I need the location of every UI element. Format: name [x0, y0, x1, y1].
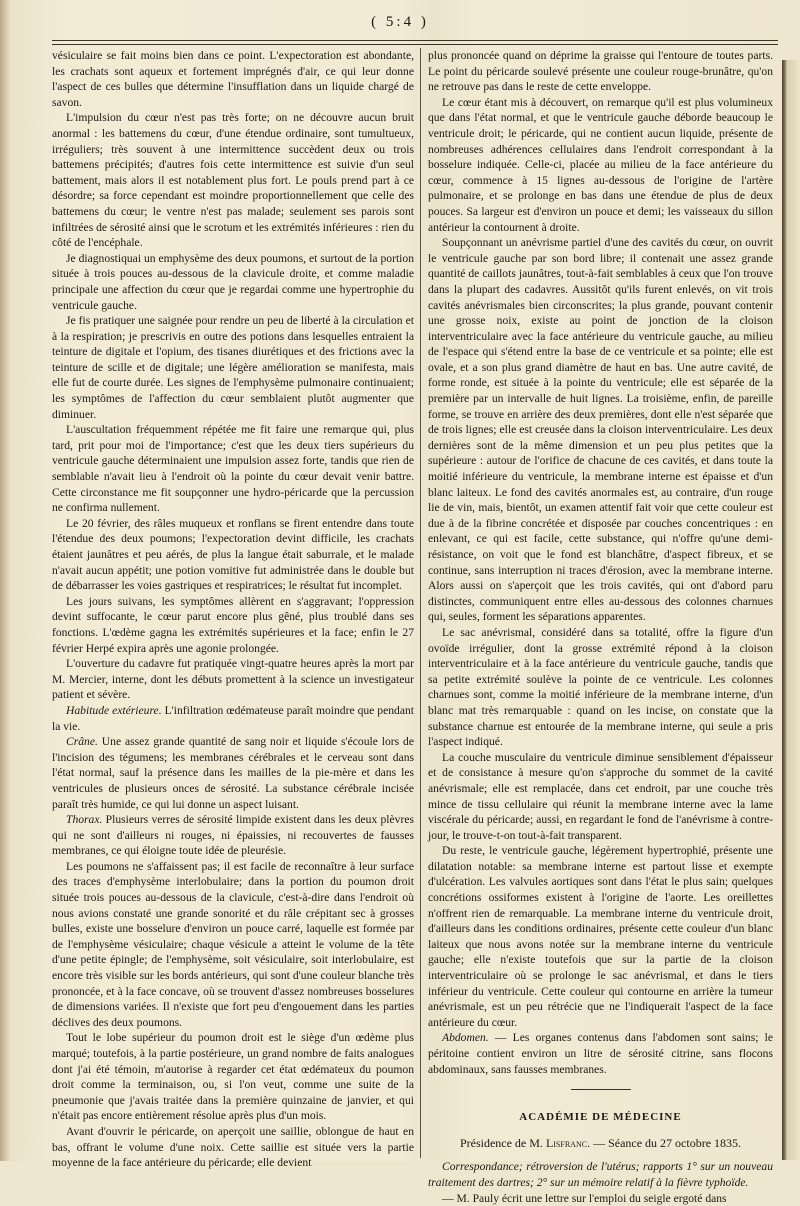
paragraph: Soupçonnant un anévrisme partiel d'une des cavités du cœur, on ouvrit le ventricule gauche par son bord libre; il contenait une assez grande quantité de caillots jaunâtres, tout-à-fait semblables à ceux que l'on trouve dans la plupart des cadavres. Aussitôt qu'ils furent enlevés, on vit trois cavités anévrismales bien circonscrites; la plus grande, pouvant contenir une grosse noix, existe au point de jonction de la cloison interventriculaire avec la face antérieure du ventricule gauche, au milieu de l'espace qui s'étend entre la base de ce ventricule et sa pointe; elle est ovale, et a son plus grand diamètre de haut en bas. Une autre cavité, de forme ronde, est située à la pointe du ventricule; elle est séparée de la première par un intervalle de huit lignes. La troisième, enfin, de pareille forme, se trouve en arrière des deux premières, dont elle n'est séparée que de trois lignes; elle est creusée dans la cloison interventriculaire. Les deux dernières sont de la même dimension et un peu plus petites que la supérieure : autour de l'orifice de chacune de ces cavités, et dans toute la moitié inférieure du ventricule, la membrane interne est épaisse et d'un blanc laiteux. Le fond des cavités anormales est, au contraire, d'un rouge lie de vin, mais, bientôt, un examen attentif fait voir que cette couleur est due à de la fibrine concrétée et disposée par couches concentriques : en enlevant, ce qui est facile, cette substance, qui n'offre qu'une demi-résistance, on voit que le fond est blanchâtre, d'aspect fibreux, et se continue, sans interruption ni traces d'érosion, avec la membrane interne. Alors aussi on s'aperçoit que les trois cavités, qui ont d'abord paru distinctes, communiquent entre elles au-dessous des colonnes charnues qui, seules, forment les séparations apparentes. [428, 236, 773, 624]
column-divider [420, 48, 421, 1158]
paragraph: Le 20 février, des râles muqueux et ronflans se firent entendre dans toute l'étendue des deux poumons; l'expectoration devint difficile, les crachats étaient jaunâtres et peu aérés, de plus la langue était saburrale, et le malade n'avait aucun appétit; une potion vomitive fut administrée dans le double but de débarrasser les voies gastriques et respiratrices; le résultat fut incomplet. [52, 516, 414, 593]
paragraph: plus prononcée quand on déprime la graisse qui l'entoure de toutes parts. Le point du péricarde soulevé présente une couleur rouge-brunâtre, qu'on ne retrouve pas dans le reste de cette enveloppe. [428, 49, 773, 94]
section-text: Une assez grande quantité de sang noir et liquide s'écoule lors de l'incision des tégumens; les membranes cérébrales et le cerveau sont dans l'état normal, sauf la présence dans les mailles de la pie-mère et dans les ventricules de plusieurs onces de sérosité. La substance cérébrale incisée paraît très humide, ce qui lui donne un aspect luisant. [52, 735, 414, 811]
section-paragraph [428, 1030, 773, 1077]
paragraph: Les poumons ne s'affaissent pas; il est facile de reconnaître à leur surface des traces d'emphysème interlobulaire; dans la portion du poumon droit située trois pouces au-dessous de la clavicule, c'est-à-dire dans l'endroit où nous avions constaté une grande sonorité et du râle crépitant sec à grosses bulles, existe une bosselure d'environ un pouce carré, laquelle est formée par de l'emphysème vésiculaire; chaque vésicule a atteint le volume de la tête d'une petite épingle; de l'emphysème, soit vésiculaire, soit interlobulaire, est encore très visible sur les bords antérieurs, qui sont d'une couleur blanche très prononcée, et à la face concave, où se trouvent d'assez nombreuses bosselures de dimensions variées. Il n'existe que fort peu d'engouement dans les parties déclives des deux poumons. [52, 859, 414, 1029]
section-paragraph [52, 703, 414, 734]
right-column [428, 48, 773, 1205]
paragraph: L'auscultation fréquemment répétée me fit faire une remarque qui, plus tard, prit pour moi de l'importance; c'est que les deux tiers supérieurs du ventricule gauche déterminaient une impulsion assez forte, tandis que rien de semblable n'avait lieu à l'endroit où la pointe du cœur devait venir battre. Cette circonstance me fit soupçonner une hydro-péricarde que la percussion ne confirma nullement. [52, 423, 414, 515]
section-lead: Abdomen. [442, 1031, 489, 1045]
section-paragraph [52, 812, 414, 859]
paragraph: Tout le lobe supérieur du poumon droit est le siège d'un œdème plus marqué; toutefois, à la partie postérieure, un grand nombre de faits analogues dont j'ai été témoin, m'autorise à regarder cet état œdémateux du poumon droit comme la terminaison, ou, si l'on veut, comme une suite de la pneumonie que j'avais traitée dans la première quinzaine de janvier, et qui n'était pas encore entièrement résolue après plus d'un mois. [52, 1031, 414, 1123]
section-heading: ACADÉMIE DE MÉDECINE [519, 1111, 682, 1124]
paragraph: La couche musculaire du ventricule diminue sensiblement d'épaisseur et de consistance à mesure qu'on s'approche du sommet de la cavité anévrismale; elle est remplacée, dans cet endroit, par une couche très mince de tissu cellulaire qui réunit la membrane interne avec la lame viscérale du péricarde; aussi, en regardant le fond de l'anévrisme à contre-jour, le trouve-t-on tout-à-fait transparent. [428, 750, 773, 842]
header-rule [52, 40, 778, 45]
paragraph: — M. Pauly écrit une lettre sur l'emploi du seigle ergoté dans [442, 1191, 727, 1205]
session-summary: Correspondance; rétroversion de l'utérus; rapports 1° sur un nouveau traitement des dartres; 2° sur un mémoire relatif à la fièvre typhoïde. [428, 1160, 773, 1189]
page-number: ( 5:4 ) [371, 14, 429, 30]
session-date: . — Séance du 27 octobre 1835. [587, 1135, 742, 1150]
section-lead: Thorax. [66, 813, 103, 827]
paragraph: Le sac anévrismal, considéré dans sa totalité, offre la figure d'un ovoïde irrégulier, dont la grosse extrémité répond à la cloison interventriculaire et à la face antérieure du ventricule gauche, tandis que sa petite extrémité soulève la pointe de ce ventricule. Les colonnes charnues sont, comme la moitié inférieure de la membrane interne, d'un blanc mat très remarquable : quand on les incise, on constate que la substance charnue est entourée de la membrane interne, qui seule a pris l'aspect indiqué. [428, 625, 773, 749]
section-separator [571, 1089, 631, 1090]
paragraph: Du reste, le ventricule gauche, légèrement hypertrophié, présente une dilatation notable: sa membrane interne est partout lisse et exempte d'ulcération. Les valvules aortiques sont dans l'état le plus sain; quelques concrétions ossiformes existent à l'origine de l'aorte. Les oreillettes n'offrent rien de remarquable. La membrane interne du ventricule droit, d'ailleurs dans les conditions ordinaires, présente cette couleur d'un blanc laiteux que nous avons notée sur la membrane interne du ventricule gauche; elle n'existe toutefois que sur la partie de la cloison interventriculaire où se prolonge le sac anévrismal, et dans le tiers inférieur du ventricule. Cette couleur qui contourne en arrière la tumeur anévrismale, est un peu rétrécie que ne l'indiquerait l'aspect de la face antérieure du cœur. [428, 844, 773, 1029]
president-name: Lisfranc [545, 1135, 588, 1150]
section-text: — Les organes contenus dans l'abdomen sont sains; le péritoine contient environ un litre de sérosité citrine, sans flocons abdominaux, sans fausses membranes. [428, 1031, 773, 1076]
presidence-prefix: Présidence de M. [459, 1135, 546, 1150]
left-column [52, 48, 414, 1170]
next-page-edge [782, 60, 800, 1160]
page-spine-shadow [0, 0, 10, 1161]
section-lead: Habitude extérieure. [66, 703, 162, 717]
paragraph: Les jours suivans, les symptômes allèrent en s'aggravant; l'oppression devint suffocante, le cœur parut encore plus gêné, plus troublé dans ses fonctions. L'œdème gagna les extrémités supérieures et la face; enfin le 27 février Herpé expira après une agonie prolongée. [52, 594, 414, 655]
section-text: L'infiltration œdémateuse paraît moindre que pendant la vie. [52, 703, 414, 733]
paragraph: Je fis pratiquer une saignée pour rendre un peu de liberté à la circulation et à la respiration; je prescrivis en outre des potions dans lesquelles entraient la teinture de digitale et l'opium, des tisanes diurétiques et des frictions avec la teinture de scille et de digitale; une légère amélioration se manifesta, mais elle fut de courte durée. Les signes de l'emphysème pulmonaire continuaient; les symptômes de l'affection du cœur semblaient plutôt augmenter que diminuer. [52, 314, 414, 421]
paragraph: L'ouverture du cadavre fut pratiquée vingt-quatre heures après la mort par M. Mercier, interne, dont les débuts promettent à la science un investigateur patient et sévère. [52, 657, 414, 702]
paragraph: L'impulsion du cœur n'est pas très forte; on ne découvre aucun bruit anormal : les battemens du cœur, d'une étendue ordinaire, sont tumultueux, irréguliers; très souvent à une intermittence succèdent deux ou trois battemens précipités; d'autres fois cette intermittence est suivie d'un seul battement, mais alors il est notablement plus fort. Le pouls prend part à ce désordre; sa force cependant est moindre proportionnellement que celle des battemens du cœur; le ventre n'est pas malade; seulement ses parois sont infiltrées de sérosité ainsi que le scrotum et les extrémités inférieures : rien du côté de l'encéphale. [52, 111, 414, 250]
paragraph: Avant d'ouvrir le péricarde, on aperçoit une saillie, oblongue de haut en bas, offrant le volume d'une noix. Cette saillie est située vers la partie moyenne de la face antérieure du péricarde; elle devient [52, 1124, 414, 1170]
paragraph: Le cœur étant mis à découvert, on remarque qu'il est plus volumineux que dans l'état normal, et que le ventricule gauche déborde beaucoup le ventricule droit; le péricarde, qui ne contient aucun liquide, présente de nombreuses adhérences cellulaires dans l'endroit correspondant à la bosselure indiquée. Celle-ci, placée au milieu de la face antérieure du cœur, commence à 15 lignes au-dessous de l'origine de l'artère pulmonaire, et se prolonge en bas dans une étendue de plus de deux pouces. Sa largeur est d'environ un pouce et demi; les vaisseaux du sillon antérieur la contournent à droite. [428, 95, 773, 234]
section-lead: Crâne. [66, 735, 98, 749]
session-line [428, 1136, 773, 1152]
paragraph: vésiculaire se fait moins bien dans ce point. L'expectoration est abondante, les crachats sont aqueux et fortement imprégnés d'air, ce qui leur donne l'aspect de ces bulles que détermine l'insufflation dans un liquide chargé de savon. [52, 49, 414, 109]
section-paragraph [52, 734, 414, 812]
paragraph: Je diagnostiquai un emphysème des deux poumons, et surtout de la portion située à trois pouces au-dessous de la clavicule droite, et comme maladie principale une affection du cœur que je regardai comme une hypertrophie du ventricule gauche. [52, 251, 414, 312]
section-text: Plusieurs verres de sérosité limpide existent dans les deux plèvres qui ne sont d'ailleurs ni rouges, ni épaissies, ni recouvertes de fausses membranes, ce qui éloigne toute idée de pleurésie. [52, 813, 414, 858]
